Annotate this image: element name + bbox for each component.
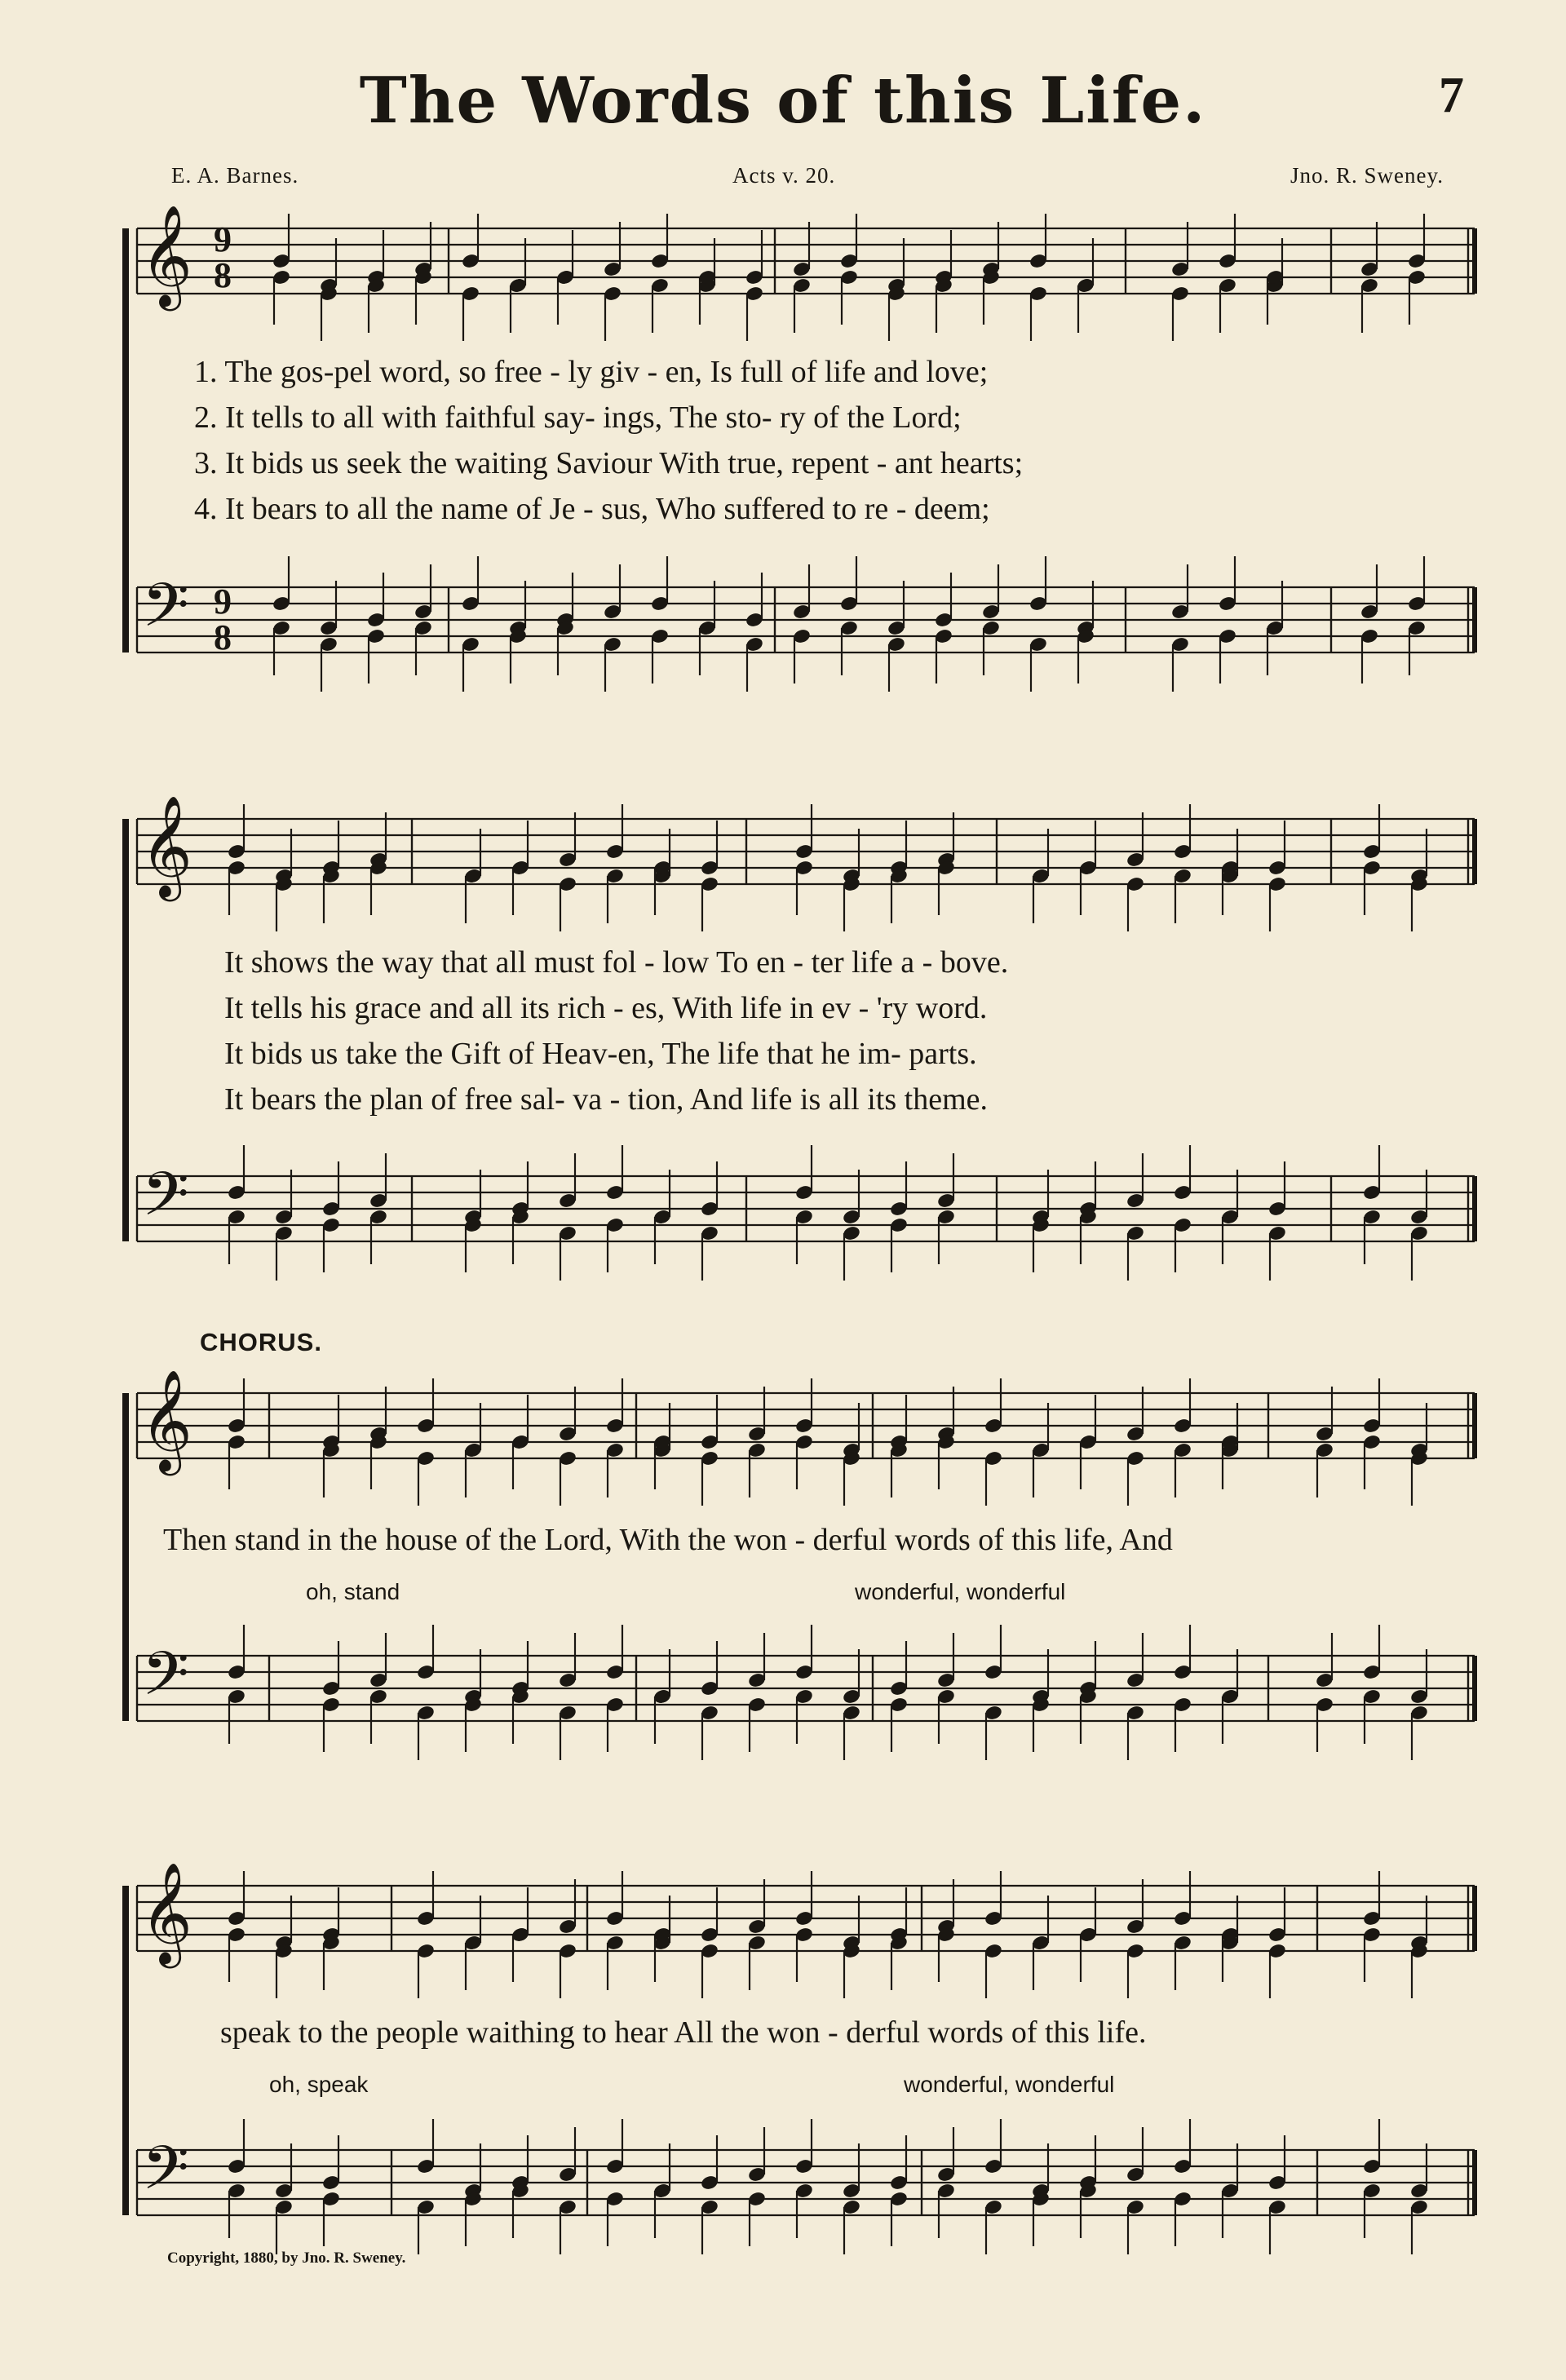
verse-2-line-b: It tells his grace and all its rich - es, With life in ev - 'ry word. [224, 991, 988, 1025]
time-signature-top-bass: 9 [214, 582, 232, 622]
verse-1-line-a [194, 354, 988, 390]
verse-3-line-a [194, 445, 1023, 481]
verse-number: 3. [194, 446, 218, 480]
composer-credit: Jno. R. Sweney. [1290, 163, 1444, 188]
time-signature-bottom-bass: 8 [214, 617, 232, 657]
chorus-label: CHORUS. [200, 1328, 322, 1356]
chorus-line-1: Then stand in the house of the Lord, With the won - derful words of this life, And [163, 1523, 1173, 1557]
chorus-line-2: speak to the people waithing to hear All the won - derful words of this life. [220, 2015, 1147, 2050]
verse-number: 4. [194, 492, 218, 526]
verse-number: 1. [194, 355, 218, 389]
copyright-notice: Copyright, 1880, by Jno. R. Sweney. [167, 2249, 406, 2267]
verse-3-line-b: It bids us take the Gift of Heav-en, The life that he im- parts. [224, 1037, 977, 1071]
treble-clef: 𝄞 [140, 205, 192, 307]
time-signature-bottom-treble: 8 [214, 255, 232, 295]
treble-clef: 𝄞 [140, 1862, 192, 1964]
chorus-cue-wonderful-2: wonderful, wonderful [904, 2072, 1115, 2097]
hymn-title: The Words of this Life. [359, 64, 1207, 138]
verse-4-line-b: It bears the plan of free sal- va - tion, And life is all its theme. [224, 1082, 988, 1117]
verse-text: It bids us seek the waiting Saviour With true, repent - ant hearts; [225, 446, 1024, 480]
chorus-cue-wonderful-1: wonderful, wonderful [855, 1579, 1066, 1604]
verse-text: The gos-pel word, so free - ly giv - en, Is full of life and love; [224, 355, 989, 389]
bass-clef: 𝄢 [142, 1639, 189, 1724]
chorus-cue-oh-speak: oh, speak [269, 2072, 369, 2097]
verse-text: It tells to all with faithful say- ings, The sto- ry of the Lord; [225, 400, 962, 435]
bass-clef: 𝄢 [142, 1159, 189, 1245]
verse-4-line-a [194, 491, 990, 527]
bass-clef: 𝄢 [142, 570, 189, 656]
scripture-reference: Acts v. 20. [732, 163, 836, 188]
author-credit: E. A. Barnes. [171, 163, 299, 188]
bass-clef: 𝄢 [142, 2133, 189, 2219]
verse-number: 2. [194, 400, 218, 435]
time-signature-top-treble: 9 [214, 219, 232, 259]
verse-1-line-b: It shows the way that all must fol - low To en - ter life a - bove. [224, 945, 1009, 980]
treble-clef: 𝄞 [140, 1369, 192, 1471]
treble-clef: 𝄞 [140, 795, 192, 897]
page-number: 7 [1439, 68, 1464, 123]
chorus-cue-oh-stand: oh, stand [306, 1579, 400, 1604]
verse-text: It bears to all the name of Je - sus, Who suffered to re - deem; [225, 492, 990, 526]
verse-2-line-a [194, 400, 962, 436]
